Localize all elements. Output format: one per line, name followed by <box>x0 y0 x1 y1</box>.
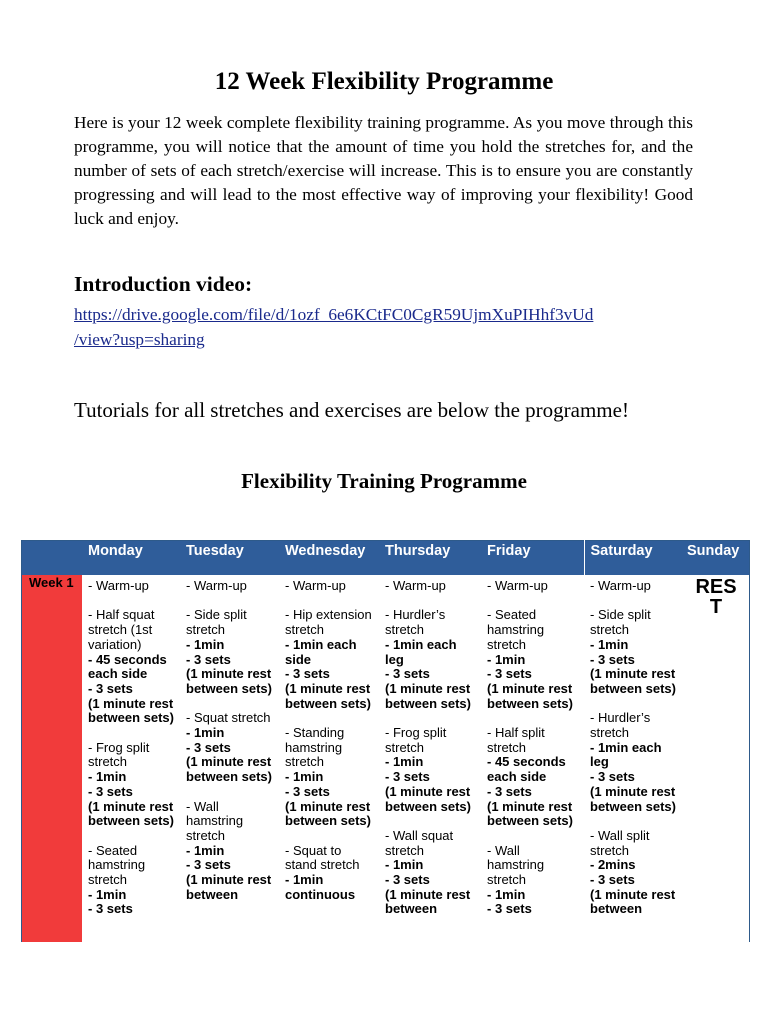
cell-line: (1 minute rest between sets) <box>487 680 573 711</box>
cell-wednesday <box>279 575 379 942</box>
cell-line: (1 minute rest between sets) <box>385 680 471 711</box>
cell-line: - Half squat stretch (1st variation) <box>88 607 155 652</box>
cell-line: - Side split stretch <box>590 607 651 638</box>
video-link[interactable] <box>74 302 704 352</box>
cell-line: - 1min <box>487 651 526 667</box>
cell-spacer <box>385 814 477 829</box>
cell-line: - 3 sets <box>186 857 231 873</box>
cell-line: (1 minute rest between sets) <box>88 798 174 829</box>
cell-line: - Wall split stretch <box>590 827 650 858</box>
cell-line: (1 minute rest between sets) <box>285 680 371 711</box>
cell-line: - 3 sets <box>186 651 231 667</box>
cell-line: - Warm-up <box>88 578 149 593</box>
cell-line: - 1min <box>88 769 127 785</box>
cell-line: - Seated hamstring stretch <box>88 842 146 888</box>
cell-spacer <box>186 697 275 712</box>
header-tuesday: Tuesday <box>180 541 279 576</box>
cell-spacer <box>590 594 679 609</box>
header-sunday-text: Sunday <box>687 543 740 559</box>
cell-line: - Wall hamstring stretch <box>186 798 244 843</box>
cell-line: (1 minute rest between sets) <box>385 783 471 814</box>
cell-line: - Wall hamstring stretch <box>487 842 545 888</box>
cell-line: - 3 sets <box>385 666 430 682</box>
cell-line: (1 minute rest between <box>186 872 272 902</box>
video-link-line-2[interactable]: /view?usp=sharing <box>74 330 205 349</box>
header-thursday: Thursday <box>379 541 481 576</box>
week-label: Week 1 <box>22 575 82 942</box>
cell-spacer <box>487 594 580 609</box>
cell-line: - Warm-up <box>186 578 247 593</box>
document-title: 12 Week Flexibility Programme <box>214 68 554 95</box>
cell-line: (1 minute rest between sets) <box>590 783 676 814</box>
cell-line: (1 minute rest between sets) <box>88 695 174 726</box>
cell-line: - 1min <box>590 636 629 652</box>
cell-line: - 1min continuous <box>285 872 356 902</box>
cell-saturday <box>584 575 683 942</box>
cell-line: - 1min <box>88 886 127 902</box>
cell-line: - 1min <box>385 857 424 873</box>
cell-tuesday <box>180 575 279 942</box>
cell-line: - 3 sets <box>88 901 133 917</box>
table-row-week-1 <box>22 575 749 942</box>
cell-line: - 3 sets <box>285 783 330 799</box>
header-week <box>22 541 82 576</box>
cell-line: - 3 sets <box>590 651 635 667</box>
cell-line: - 3 sets <box>88 680 133 696</box>
video-link-line-1[interactable]: https://drive.google.com/file/d/1ozf_6e6KCtFC0CgR59UjmXuPIHhf3vUd <box>74 305 594 324</box>
cell-line: - 45 seconds each side <box>487 754 566 785</box>
cell-line: - 3 sets <box>487 901 532 917</box>
cell-spacer <box>285 829 375 844</box>
header-sunday <box>683 541 749 576</box>
cell-line: - 45 seconds each side <box>88 651 167 682</box>
header-wednesday: Wednesday <box>279 541 379 576</box>
cell-line: - Squat stretch <box>186 710 271 726</box>
cell-line: - 1min each side <box>285 636 357 667</box>
header-saturday: Saturday <box>584 541 683 576</box>
cell-spacer <box>285 711 375 726</box>
cell-friday <box>481 575 584 942</box>
cell-line: - 1min <box>487 886 526 902</box>
cell-line: - Hip extension stretch <box>285 607 372 638</box>
cell-spacer <box>88 829 176 844</box>
cell-line: - 3 sets <box>186 739 231 755</box>
header-monday: Monday <box>82 541 180 576</box>
cell-line: (1 minute rest between sets) <box>590 666 676 696</box>
cell-line: (1 minute rest between <box>590 886 676 917</box>
cell-monday <box>82 575 180 942</box>
cell-line: - Hurdler’s stretch <box>385 607 446 638</box>
cell-line: - 3 sets <box>385 872 430 888</box>
cell-line: - Warm-up <box>487 578 548 593</box>
cell-line: - 1min <box>186 636 225 652</box>
cell-line: (1 minute rest between sets) <box>487 798 573 829</box>
rest-label: REST <box>695 576 737 618</box>
cell-line: - 3 sets <box>590 872 635 888</box>
cell-spacer <box>385 594 477 609</box>
cell-line: - Warm-up <box>385 578 446 593</box>
video-heading: Introduction video: <box>74 272 253 296</box>
cell-line: (1 minute rest between <box>385 886 471 917</box>
cell-line: - Hurdler’s stretch <box>590 710 651 740</box>
cell-line: - 1min <box>186 725 225 740</box>
cell-line: - Warm-up <box>285 578 346 593</box>
cell-line: (1 minute rest between sets) <box>285 798 371 829</box>
cell-spacer <box>590 697 679 712</box>
cell-thursday <box>379 575 481 942</box>
cell-line: (1 minute rest between sets) <box>186 754 272 785</box>
cell-line: - 3 sets <box>487 666 532 682</box>
cell-line: - 3 sets <box>285 666 330 682</box>
table-header-row <box>22 541 749 576</box>
cell-line: - Seated hamstring stretch <box>487 607 545 652</box>
cell-line: - Frog split stretch <box>88 739 150 770</box>
cell-line: - Squat to stand stretch <box>285 842 360 873</box>
cell-spacer <box>285 594 375 609</box>
cell-line: - 3 sets <box>487 783 532 799</box>
cell-line: - Side split stretch <box>186 607 247 638</box>
cell-line: - Standing hamstring stretch <box>285 725 345 770</box>
cell-line: - 3 sets <box>590 769 635 785</box>
tutorial-note: Tutorials for all stretches and exercises are below the programme! <box>74 398 629 422</box>
cell-spacer <box>186 785 275 800</box>
intro-paragraph: Here is your 12 week complete flexibility training programme. As you move through this programme, you will notice that the amount of time you hold the stretches for, and the number of sets of each stretch/exercise will increase. This is to ensure you are constantly progressing and will lead to the most effective way of improving your flexibility! Good luck and enjoy. <box>74 113 693 228</box>
cell-line: - 1min <box>385 754 424 770</box>
header-friday: Friday <box>481 541 584 576</box>
cell-spacer <box>88 726 176 741</box>
cell-line: - 1min each leg <box>385 636 457 667</box>
cell-line: (1 minute rest between sets) <box>186 666 272 696</box>
cell-line: - 1min each leg <box>590 739 662 770</box>
cell-spacer <box>385 711 477 726</box>
cell-line: - 1min <box>186 842 225 858</box>
cell-line: - Half split stretch <box>487 725 545 755</box>
cell-spacer <box>487 829 580 844</box>
cell-spacer <box>88 594 176 609</box>
cell-line: - 1min <box>285 769 324 785</box>
cell-spacer <box>487 711 580 726</box>
table-title: Flexibility Training Programme <box>241 469 527 493</box>
cell-spacer <box>186 594 275 609</box>
cell-line: - Frog split stretch <box>385 725 447 755</box>
cell-line: - 2mins <box>590 857 636 873</box>
cell-line: - Wall squat stretch <box>385 827 454 858</box>
cell-sunday-rest <box>683 575 749 942</box>
cell-spacer <box>590 814 679 829</box>
programme-table <box>21 540 750 942</box>
cell-line: - 3 sets <box>385 769 430 785</box>
cell-line: - 3 sets <box>88 783 133 799</box>
cell-line: - Warm-up <box>590 578 651 593</box>
